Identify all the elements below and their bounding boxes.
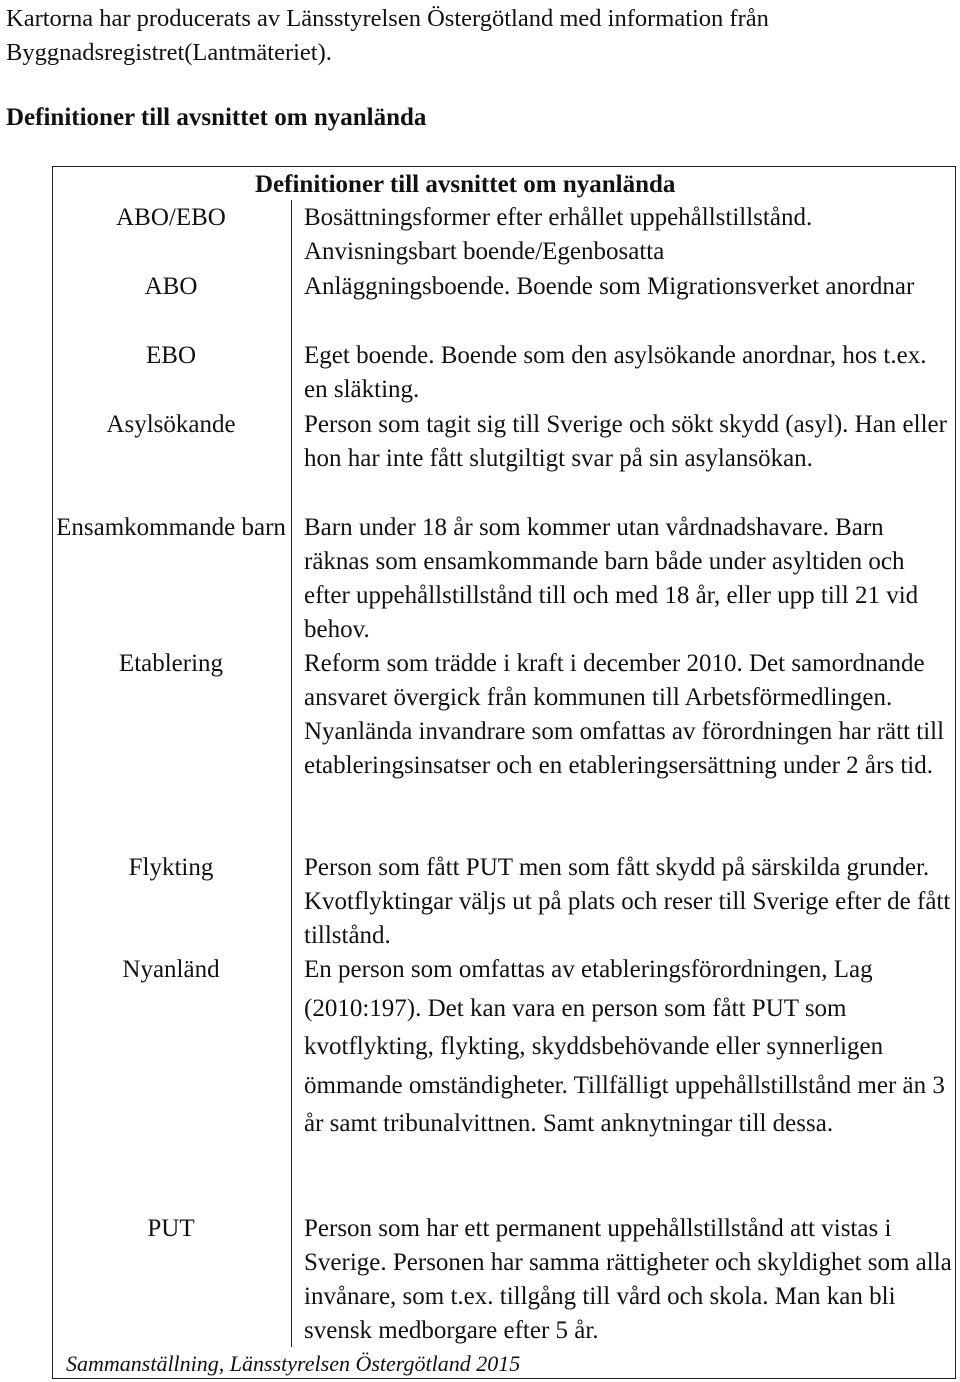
term-nyanland: Nyanländ (122, 956, 220, 983)
term-abo: ABO (144, 273, 198, 300)
definition-nyanland: En person som omfattas av etableringsförordningen, Lag (2010:197). Det kan vara en person som fått PUT som kvotflykting, flykting, skyddsbehövande eller synnerligen ömmande omständigheter. Tillfälligt uppehållstillstånd mer än 3 år samt tribunalvittnen. Samt anknytningar till dessa. (304, 956, 945, 1137)
term-abo-ebo: ABO/EBO (116, 204, 226, 231)
definition-ebo: Eget boende. Boende som den asylsökande anordnar, hos t.ex. en släkting. (304, 342, 927, 403)
table-source-note: Sammanställning, Länsstyrelsen Östergötland 2015 (66, 1351, 521, 1376)
definition-flykting: Person som fått PUT men som fått skydd på särskilda grunder. Kvotflyktingar väljs ut på plats och reser till Sverige efter de fått tillstånd. (304, 854, 951, 949)
term-ensamkommande-barn: Ensamkommande barn (56, 514, 286, 541)
section-heading: Definitioner till avsnittet om nyanlända (6, 104, 427, 131)
definition-abo: Anläggningsboende. Boende som Migrationsverket anordnar (304, 273, 915, 300)
intro-paragraph: Kartorna har producerats av Länsstyrelsen Östergötland med information från Byggnadsregistret(Lantmäteriet). (6, 5, 769, 66)
definition-asylsokande: Person som tagit sig till Sverige och sökt skydd (asyl). Han eller hon har inte fått slutgiltigt svar på sin asylansökan. (304, 411, 947, 472)
table-title: Definitioner till avsnittet om nyanlända (255, 171, 676, 198)
term-ebo: EBO (146, 342, 196, 369)
definition-ensamkommande-barn: Barn under 18 år som kommer utan vårdnadshavare. Barn räknas som ensamkommande barn både under asyltiden och efter uppehållstillstånd till och med 18 år, eller upp till 21 vid behov. (304, 514, 919, 643)
term-put: PUT (147, 1215, 195, 1242)
term-flykting: Flykting (128, 854, 214, 881)
term-etablering: Etablering (118, 650, 224, 677)
definition-put: Person som har ett permanent uppehållstillstånd att vistas i Sverige. Personen har samma rättigheter och skyldighet som alla invånare, som t.ex. tillgång till vård och skola. Man kan bli svensk medborgare efter 5 år. (304, 1215, 952, 1344)
definition-etablering: Reform som trädde i kraft i december 2010. Det samordnande ansvaret övergick från kommunen till Arbetsförmedlingen. Nyanlända invandrare som omfattas av förordningen har rätt till etableringsinsatser och en etableringsersättning under 2 års tid. (304, 650, 945, 779)
definition-abo-ebo: Bosättningsformer efter erhållet uppehållstillstånd. Anvisningsbart boende/Egenbosatta (304, 204, 813, 265)
column-divider (291, 200, 292, 1347)
term-asylsokande: Asylsökande (106, 411, 236, 438)
